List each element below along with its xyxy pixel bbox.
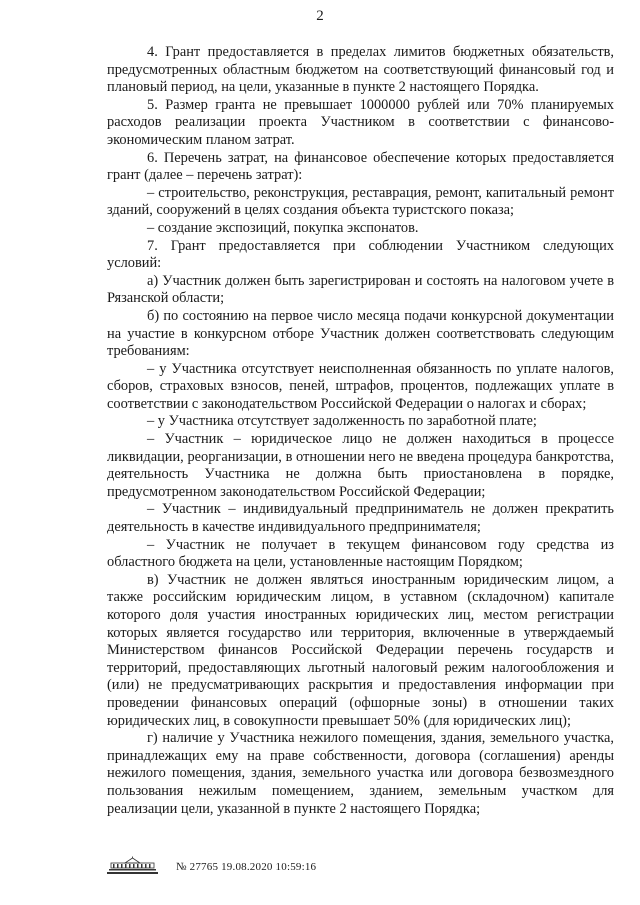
- paragraph-4: 4. Грант предоставляется в пределах лимитов бюджетных обязательств, предусмотренных областным бюджетом на соответствующий финансовый год и плановый период, на цели, указанные в пункте 2 настоящего Порядка.: [107, 44, 614, 96]
- government-building-logo-icon: [105, 856, 160, 876]
- list-item-construction: – строительство, реконструкция, реставрация, ремонт, капитальный ремонт зданий, сооружений в целях создания объекта туристского показа;: [107, 184, 614, 219]
- requirement-entrepreneur: – Участник – индивидуальный предприниматель не должен прекратить деятельность в качестве индивидуального предпринимателя;: [107, 501, 614, 536]
- requirement-wages: – у Участника отсутствует задолженность по заработной плате;: [147, 413, 537, 430]
- paragraph-6: 6. Перечень затрат, на финансовое обеспечение которых предоставляется грант (далее – перечень затрат):: [107, 149, 614, 184]
- requirement-legal-entity: – Участник – юридическое лицо не должен находиться в процессе ликвидации, реорганизации, в отношении него не введена процедура банкротства, деятельность Участника не должна быть приостановлена в порядке, предусмотренном законодательством Российской Федерации;: [107, 431, 614, 500]
- paragraph-5: 5. Размер гранта не превышает 1000000 рублей или 70% планируемых расходов реализации проекта Участником в соответствии с финансово-экономическим планом затрат.: [107, 96, 614, 148]
- page-number: 2: [316, 8, 324, 24]
- requirement-no-budget-funds: – Участник не получает в текущем финансовом году средства из областного бюджета на цели, установленные настоящим Порядком;: [107, 536, 614, 571]
- condition-a: а) Участник должен быть зарегистрирован и состоять на налоговом учете в Рязанской области;: [107, 272, 614, 307]
- paragraph-7: 7. Грант предоставляется при соблюдении Участником следующих условий:: [107, 237, 614, 272]
- document-stamp: № 27765 19.08.2020 10:59:16: [176, 861, 317, 873]
- condition-c: в) Участник не должен являться иностранным юридическим лицом, а также российским юридическим лицом, в уставном (складочном) капитале которого доля участия иностранных юридических лиц, местом регистрации которых является государство или территория, включенные в утверждаемый Министерством финансов Российской Федерации перечень государств и территорий, предоставляющих льготный налоговый режим налогообложения и (или) не предусматривающих раскрытия и предоставления информации при проведении финансовых операций (офшорные зоны) в отношении таких юридических лиц, в совокупности превышает 50% (для юридических лиц);: [107, 571, 614, 729]
- requirement-taxes: – у Участника отсутствует неисполненная обязанность по уплате налогов, сборов, страховых взносов, пеней, штрафов, процентов, подлежащих уплате в соответствии с законодательством Российской Федерации о налогах и сборах;: [107, 360, 614, 412]
- list-item-exhibits: – создание экспозиций, покупка экспонатов.: [147, 219, 419, 236]
- document-body: [107, 44, 614, 818]
- condition-b: б) по состоянию на первое число месяца подачи конкурсной документации на участие в конкурсном отборе Участник должен соответствовать следующим требованиям:: [107, 307, 614, 360]
- condition-d: г) наличие у Участника нежилого помещения, здания, земельного участка, принадлежащих ему на праве собственности, договора (соглашения) аренды нежилого помещения, здания, земельного участка или договора безвозмездного пользования нежилым помещением, зданием, земельным участком для реализации цели, указанной в пункте 2 настоящего Порядка;: [107, 730, 614, 817]
